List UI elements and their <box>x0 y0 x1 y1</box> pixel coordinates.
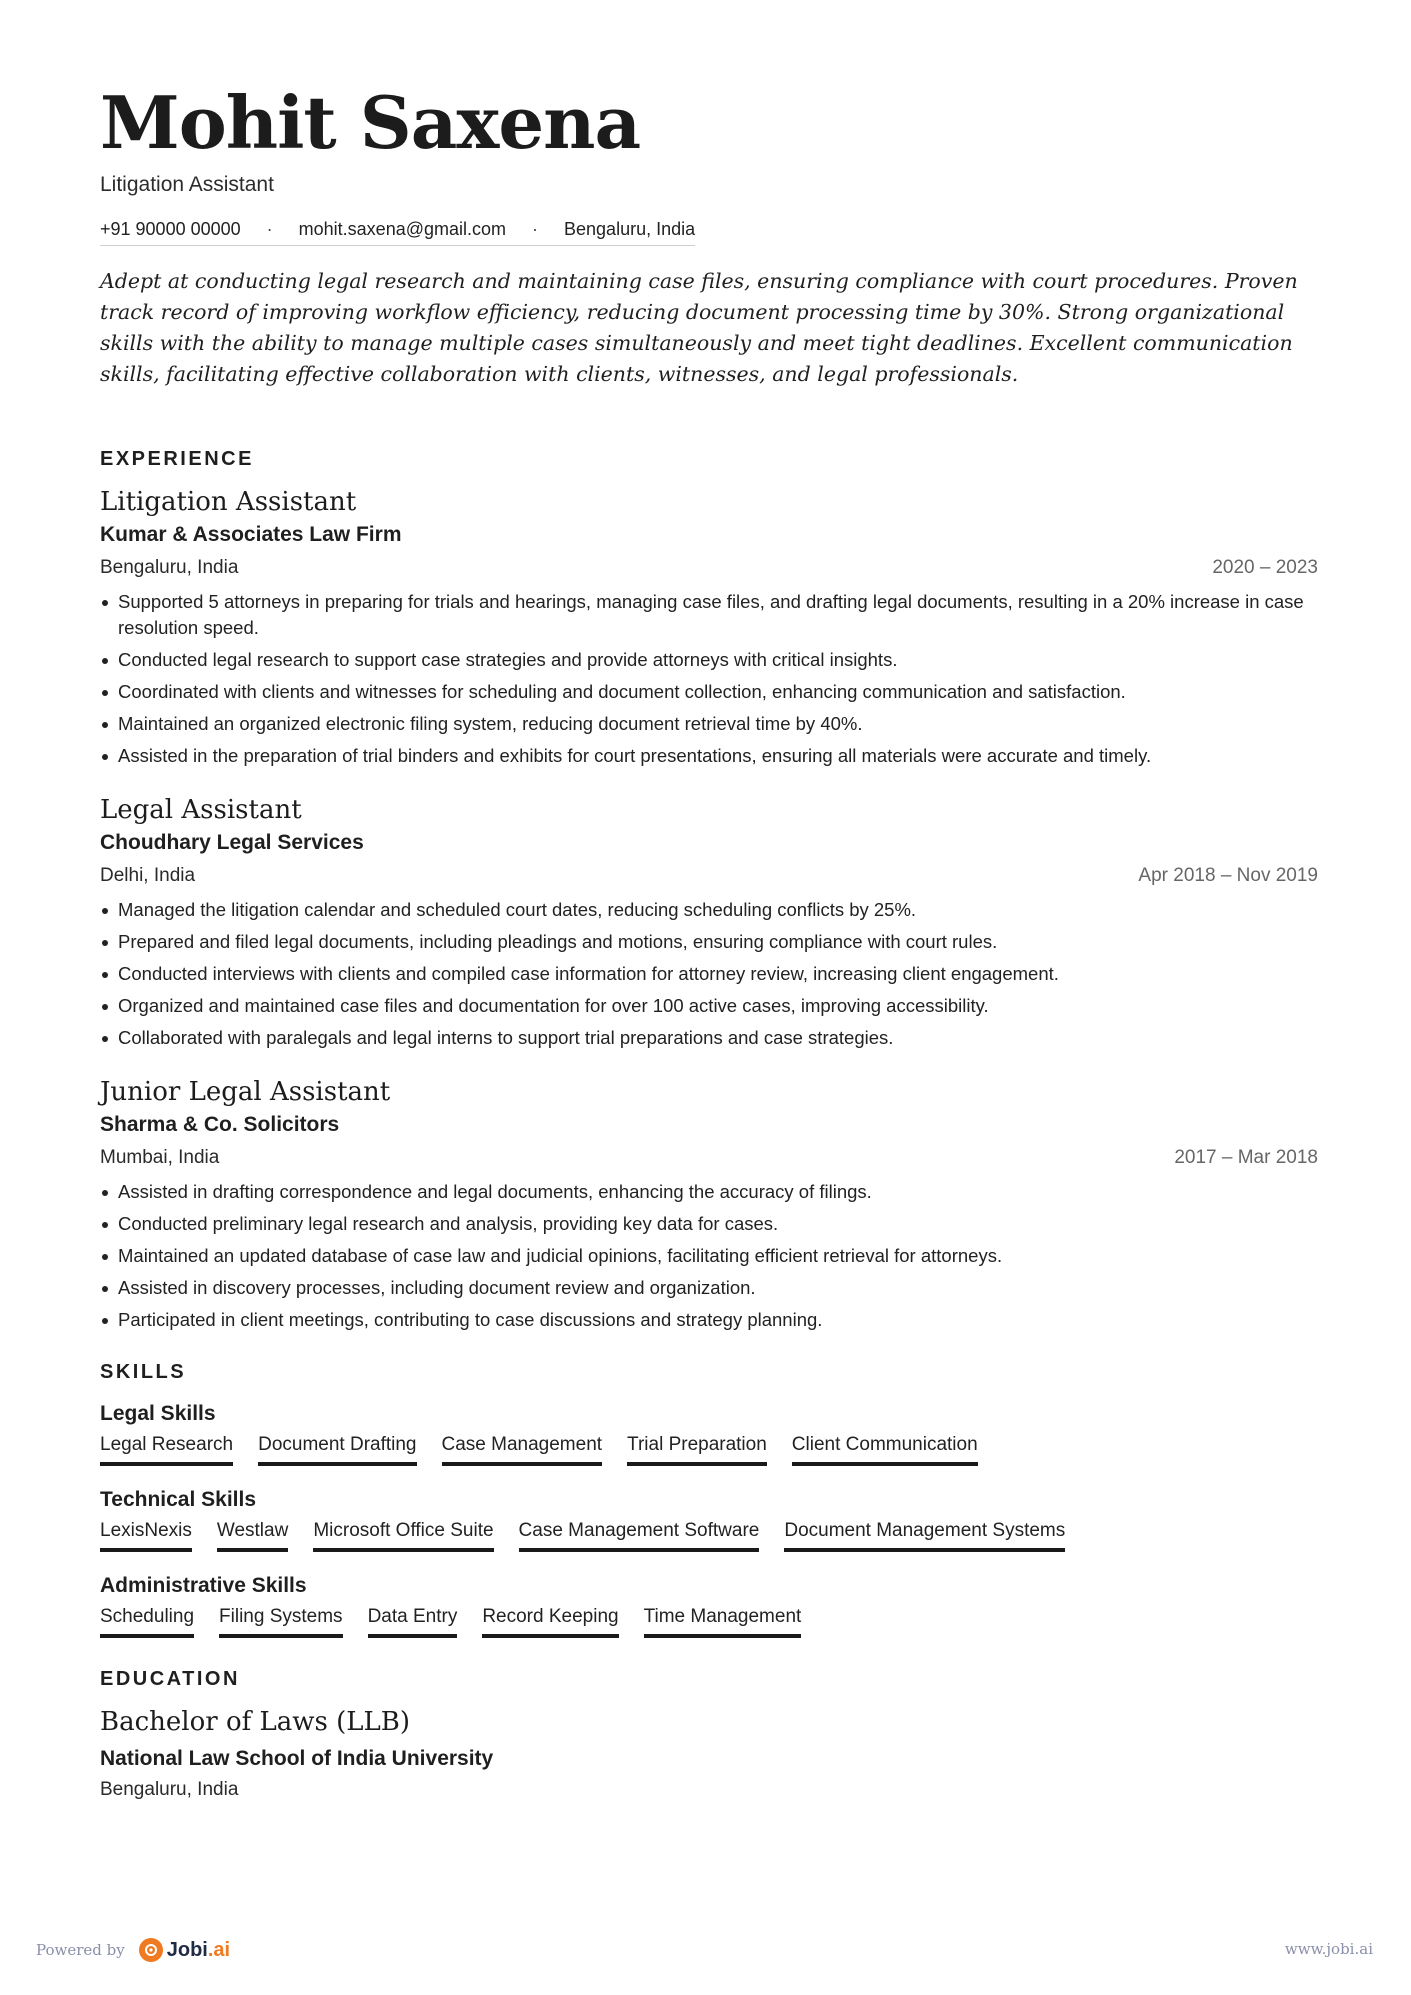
bullet-item: Prepared and filed legal documents, including pleadings and motions, ensuring compliance with court rules. <box>100 929 1318 955</box>
bullet-item: Assisted in drafting correspondence and legal documents, enhancing the accuracy of filings. <box>100 1179 1318 1205</box>
skill-tag: Microsoft Office Suite <box>313 1520 493 1552</box>
job-entry <box>100 485 1318 769</box>
school-name: National Law School of India University <box>100 1746 494 1770</box>
job-title: Junior Legal Assistant <box>100 1076 391 1107</box>
phone-number: +91 90000 00000 <box>100 218 241 239</box>
powered-by-footer <box>36 1938 230 1962</box>
skill-tag: Data Entry <box>368 1606 458 1638</box>
education-entry <box>100 1705 1318 1801</box>
skill-tag: Westlaw <box>217 1520 288 1552</box>
skill-tag: Time Management <box>644 1606 802 1638</box>
job-bullets <box>100 897 1318 1051</box>
email-address: mohit.saxena@gmail.com <box>298 218 507 239</box>
job-dates: 2017 – Mar 2018 <box>1174 1146 1318 1168</box>
job-location: Delhi, India <box>100 864 196 886</box>
brand-logo-text[interactable] <box>167 1939 230 1962</box>
job-location: Mumbai, India <box>100 1146 220 1168</box>
skill-tags <box>100 1520 1318 1552</box>
skill-category: Technical Skills <box>100 1487 257 1511</box>
skills-heading: SKILLS <box>100 1360 187 1383</box>
professional-summary: Adept at conducting legal research and maintaining case files, ensuring compliance with court procedures. Proven track record of improving workflow efficiency, reducing document processing time by 30%. Strong organizational skills with the ability to manage multiple cases simultaneously and meet tight deadlines. Excellent communication skills, facilitating effective collaboration with clients, witnesses, and legal professionals. <box>100 268 1298 386</box>
jobi-logo-icon[interactable] <box>139 1938 163 1962</box>
job-dates: 2020 – 2023 <box>1212 556 1318 578</box>
bullet-item: Assisted in the preparation of trial binders and exhibits for court presentations, ensuring all materials were accurate and timely. <box>100 743 1318 769</box>
company-name: Kumar & Associates Law Firm <box>100 522 402 546</box>
skill-group <box>100 1574 1318 1638</box>
skill-tag: Scheduling <box>100 1606 194 1638</box>
bullet-item: Organized and maintained case files and documentation for over 100 active cases, improving accessibility. <box>100 993 1318 1019</box>
bullet-item: Collaborated with paralegals and legal interns to support trial preparations and case strategies. <box>100 1025 1318 1051</box>
bullet-item: Supported 5 attorneys in preparing for trials and hearings, managing case files, and drafting legal documents, resulting in a 20% increase in case resolution speed. <box>100 589 1318 641</box>
skill-category: Legal Skills <box>100 1401 216 1425</box>
experience-heading: EXPERIENCE <box>100 447 254 470</box>
bullet-item: Maintained an organized electronic filing system, reducing document retrieval time by 40%. <box>100 711 1318 737</box>
skill-tag: Document Management Systems <box>784 1520 1065 1552</box>
brand-suffix: .ai <box>207 1938 231 1961</box>
job-meta <box>100 865 1318 887</box>
job-title: Litigation Assistant <box>100 486 357 517</box>
company-name: Sharma & Co. Solicitors <box>100 1112 340 1136</box>
skill-tag: Client Communication <box>792 1434 978 1466</box>
candidate-title: Litigation Assistant <box>100 172 274 196</box>
job-entry <box>100 793 1318 1051</box>
skill-tag: LexisNexis <box>100 1520 192 1552</box>
job-title: Legal Assistant <box>100 794 302 825</box>
skill-tags <box>100 1434 1318 1466</box>
candidate-name: Mohit Saxena <box>100 80 641 165</box>
skill-tags <box>100 1606 1318 1638</box>
job-entry <box>100 1075 1318 1333</box>
resume-page <box>100 82 1318 1801</box>
job-meta <box>100 557 1318 579</box>
job-bullets <box>100 589 1318 769</box>
bullet-item: Assisted in discovery processes, including document review and organization. <box>100 1275 1318 1301</box>
bullet-item: Participated in client meetings, contributing to case discussions and strategy planning. <box>100 1307 1318 1333</box>
brand-name: Jobi <box>166 1938 208 1961</box>
skill-category: Administrative Skills <box>100 1573 307 1597</box>
skill-tag: Case Management Software <box>519 1520 760 1552</box>
degree-name: Bachelor of Laws (LLB) <box>100 1706 411 1737</box>
bullet-item: Coordinated with clients and witnesses for scheduling and document collection, enhancing communication and satisfaction. <box>100 679 1318 705</box>
bullet-item: Conducted preliminary legal research and analysis, providing key data for cases. <box>100 1211 1318 1237</box>
skill-tag: Record Keeping <box>482 1606 618 1638</box>
contact-line <box>100 219 695 246</box>
skill-tag: Legal Research <box>100 1434 233 1466</box>
powered-by-label: Powered by <box>36 1941 125 1959</box>
education-heading: EDUCATION <box>100 1667 240 1690</box>
bullet-item: Managed the litigation calendar and scheduled court dates, reducing scheduling conflicts by 25%. <box>100 897 1318 923</box>
job-meta <box>100 1147 1318 1169</box>
bullet-item: Conducted legal research to support case strategies and provide attorneys with critical insights. <box>100 647 1318 673</box>
skill-tag: Case Management <box>442 1434 603 1466</box>
separator-dot: · <box>266 218 273 239</box>
skill-tag: Trial Preparation <box>627 1434 767 1466</box>
contact-location: Bengaluru, India <box>564 218 696 239</box>
company-name: Choudhary Legal Services <box>100 830 364 854</box>
skill-group <box>100 1402 1318 1466</box>
skill-tag: Document Drafting <box>258 1434 416 1466</box>
school-location: Bengaluru, India <box>100 1778 239 1800</box>
skill-group <box>100 1488 1318 1552</box>
bullet-item: Maintained an updated database of case law and judicial opinions, facilitating efficient retrieval for attorneys. <box>100 1243 1318 1269</box>
job-dates: Apr 2018 – Nov 2019 <box>1138 864 1318 886</box>
job-bullets <box>100 1179 1318 1333</box>
separator-dot: · <box>532 218 539 239</box>
skill-tag: Filing Systems <box>219 1606 343 1638</box>
job-location: Bengaluru, India <box>100 556 239 578</box>
website-link[interactable]: www.jobi.ai <box>1284 1940 1373 1958</box>
bullet-item: Conducted interviews with clients and compiled case information for attorney review, increasing client engagement. <box>100 961 1318 987</box>
